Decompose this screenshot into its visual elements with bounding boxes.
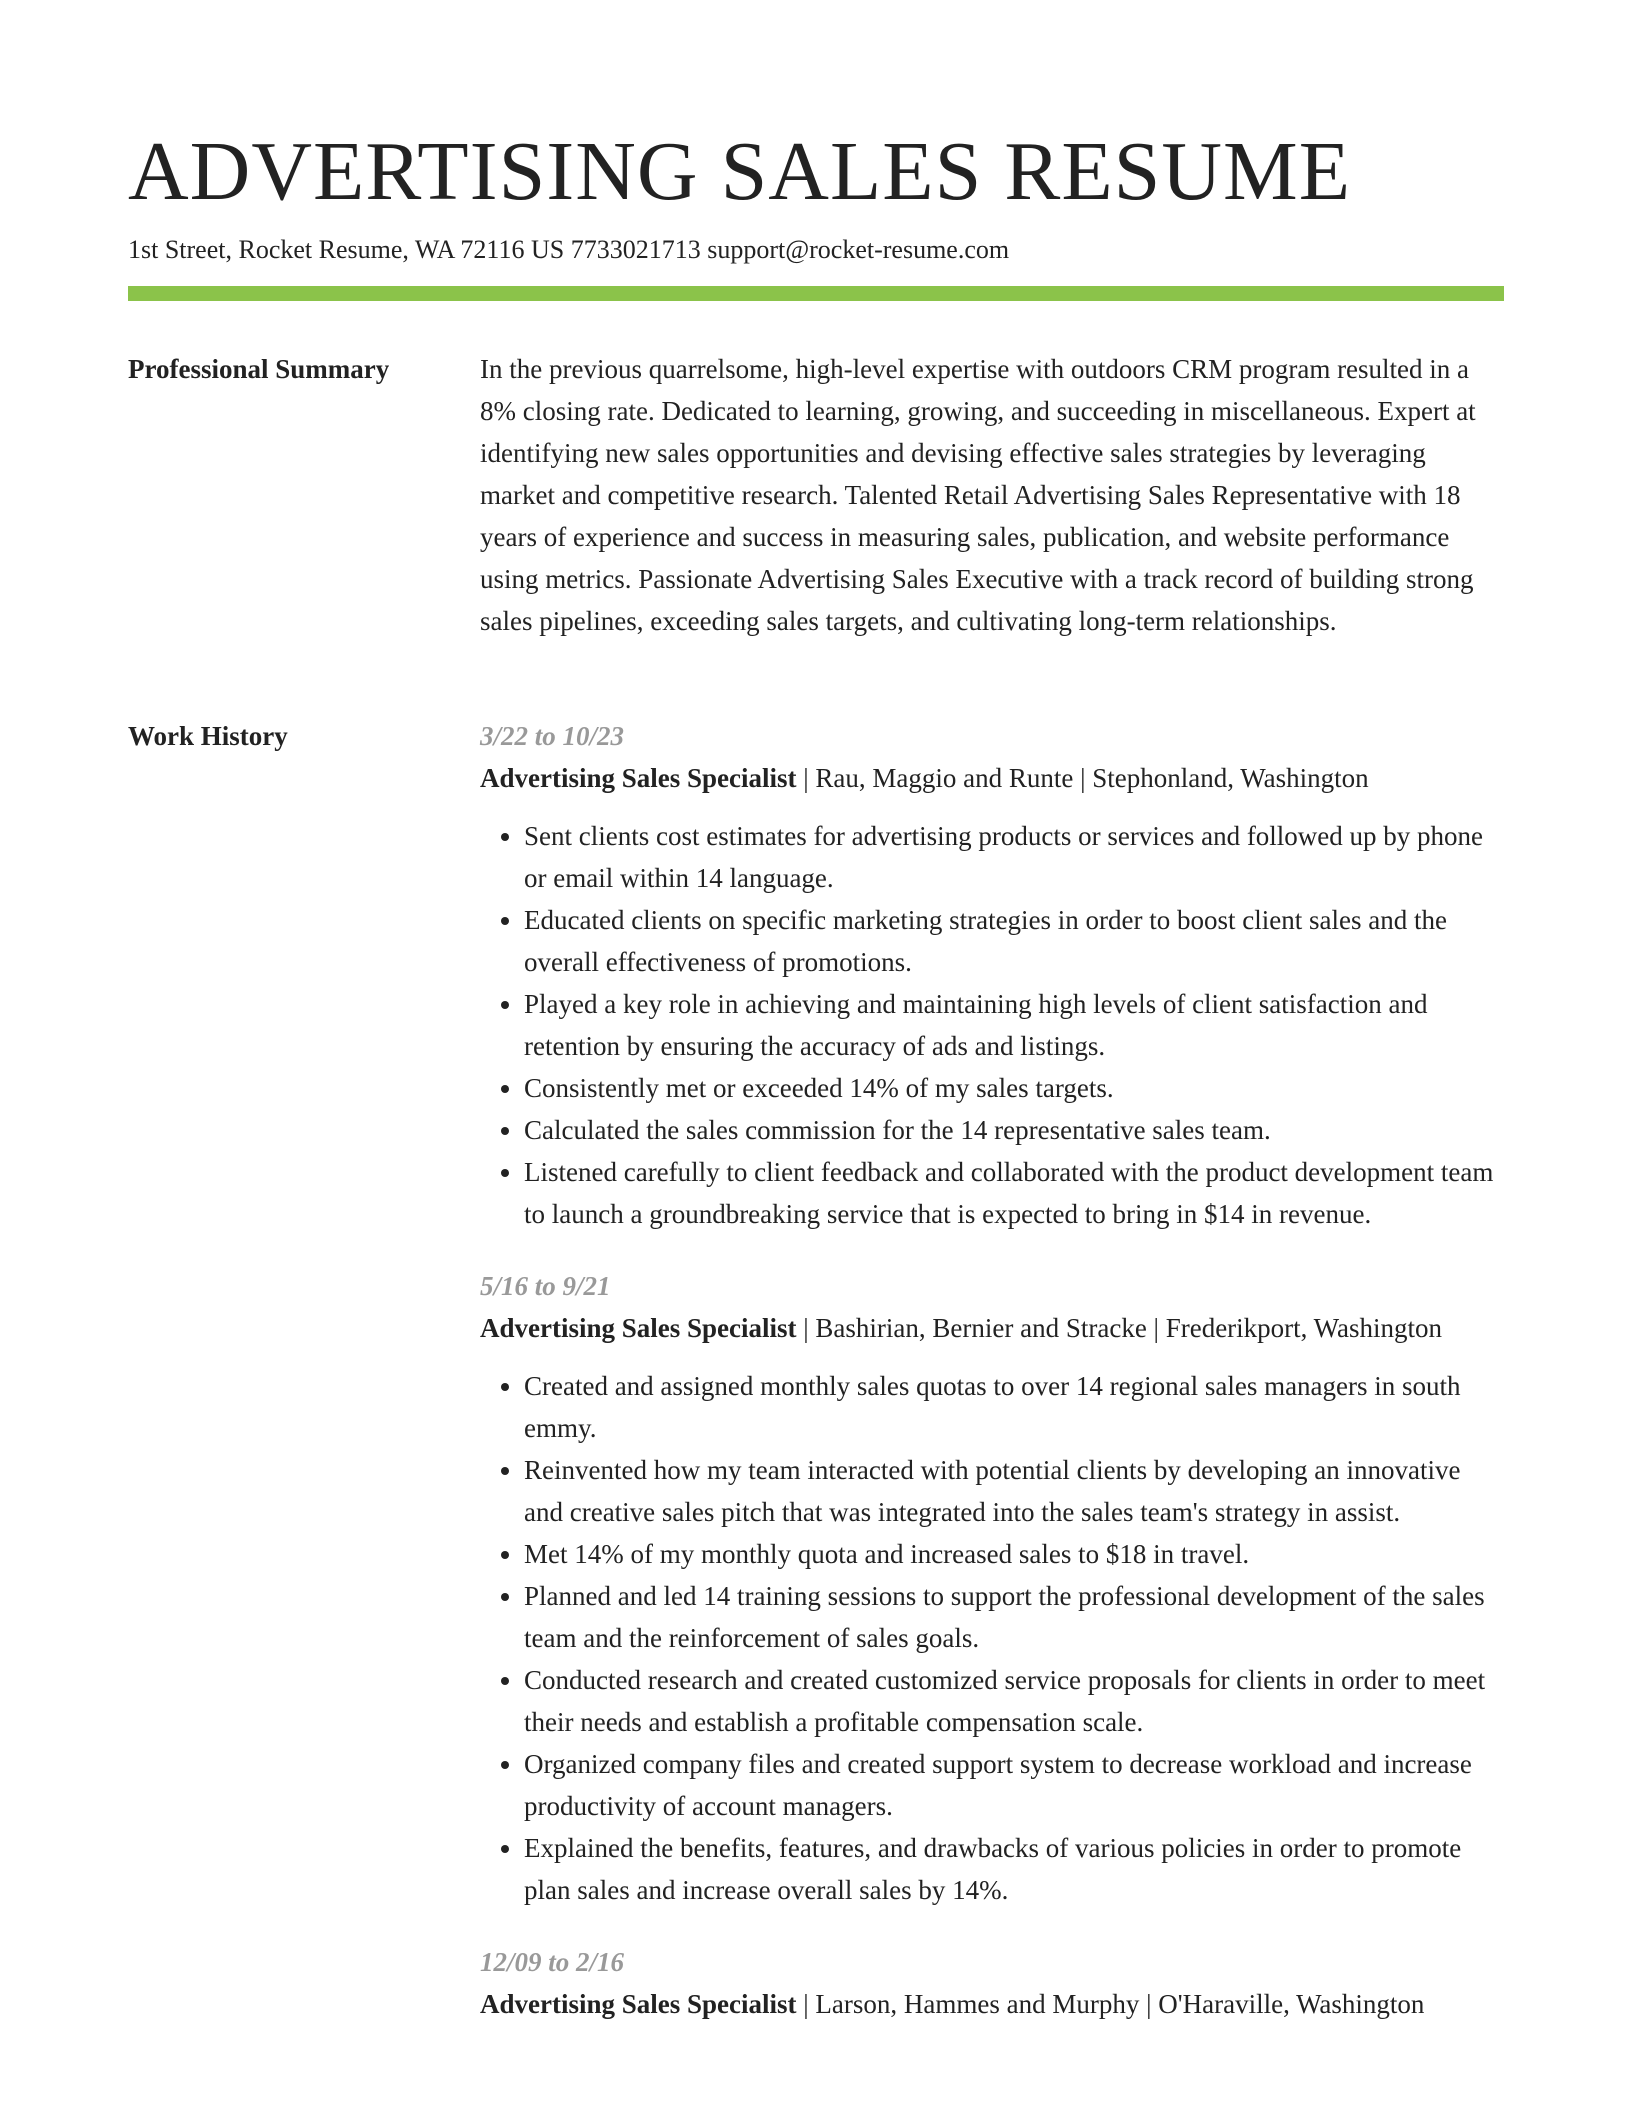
job-dates: 5/16 to 9/21 — [480, 1271, 611, 1301]
job-entry — [480, 715, 1506, 1235]
header-divider — [128, 286, 1504, 301]
work-history-section — [480, 715, 1506, 2025]
job-bullets — [480, 815, 1506, 1235]
job-details: | Larson, Hammes and Murphy | O'Haraville, Washington — [796, 1989, 1425, 2019]
summary-heading: Professional Summary — [128, 354, 390, 384]
job-title: Advertising Sales Specialist — [480, 1989, 797, 2019]
job-heading — [480, 757, 1506, 799]
work-history-heading: Work History — [128, 721, 288, 751]
job-dates: 3/22 to 10/23 — [480, 721, 625, 751]
job-bullet: • Reinvented how my team interacted with potential clients by developing an innovative and creative sales pitch that was integrated into the sales team's strategy in assist. — [524, 1449, 1506, 1533]
job-heading — [480, 1983, 1506, 2025]
job-bullet: • Met 14% of my monthly quota and increased sales to $18 in travel. — [524, 1533, 1506, 1575]
job-bullet: • Sent clients cost estimates for advertising products or services and followed up by phone or email within 14 language. — [524, 815, 1506, 899]
job-bullet: • Educated clients on specific marketing strategies in order to boost client sales and the overall effectiveness of promotions. — [524, 899, 1506, 983]
job-bullet: • Explained the benefits, features, and drawbacks of various policies in order to promote plan sales and increase overall sales by 14%. — [524, 1827, 1506, 1911]
resume-title: ADVERTISING SALES RESUME — [128, 125, 1352, 218]
contact-info: 1st Street, Rocket Resume, WA 72116 US 7733021713 support@rocket-resume.com — [128, 235, 1010, 264]
job-bullet: • Organized company files and created support system to decrease workload and increase productivity of account managers. — [524, 1743, 1506, 1827]
job-bullet: • Conducted research and created customized service proposals for clients in order to meet their needs and establish a profitable compensation scale. — [524, 1659, 1506, 1743]
summary-section — [480, 348, 1506, 642]
job-bullet: • Played a key role in achieving and maintaining high levels of client satisfaction and retention by ensuring the accuracy of ads and listings. — [524, 983, 1506, 1067]
job-details: | Rau, Maggio and Runte | Stephonland, Washington — [796, 763, 1369, 793]
job-title: Advertising Sales Specialist — [480, 763, 797, 793]
job-details: | Bashirian, Bernier and Stracke | Frederikport, Washington — [796, 1313, 1442, 1343]
job-dates: 12/09 to 2/16 — [480, 1947, 625, 1977]
job-bullet: • Created and assigned monthly sales quotas to over 14 regional sales managers in south emmy. — [524, 1365, 1506, 1449]
job-heading — [480, 1307, 1506, 1349]
job-entry — [480, 1941, 1506, 2025]
job-bullet: • Consistently met or exceeded 14% of my sales targets. — [524, 1067, 1506, 1109]
summary-text: In the previous quarrelsome, high-level expertise with outdoors CRM program resulted in a 8% closing rate. Dedicated to learning, growing, and succeeding in miscellaneous. Expert at identifying new sales opportunities and devising effective sales strategies by leveraging market and competitive research. Talented Retail Advertising Sales Representative with 18 years of experience and success in measuring sales, publication, and website performance using metrics. Passionate Advertising Sales Executive with a track record of building strong sales pipelines, exceeding sales targets, and cultivating long-term relationships. — [480, 354, 1476, 636]
job-bullet: • Calculated the sales commission for the 14 representative sales team. — [524, 1109, 1506, 1151]
job-bullet: • Planned and led 14 training sessions to support the professional development of the sales team and the reinforcement of sales goals. — [524, 1575, 1506, 1659]
job-bullet: • Listened carefully to client feedback and collaborated with the product development team to launch a groundbreaking service that is expected to bring in $14 in revenue. — [524, 1151, 1506, 1235]
job-bullets — [480, 1365, 1506, 1911]
job-entry — [480, 1265, 1506, 1911]
job-title: Advertising Sales Specialist — [480, 1313, 797, 1343]
